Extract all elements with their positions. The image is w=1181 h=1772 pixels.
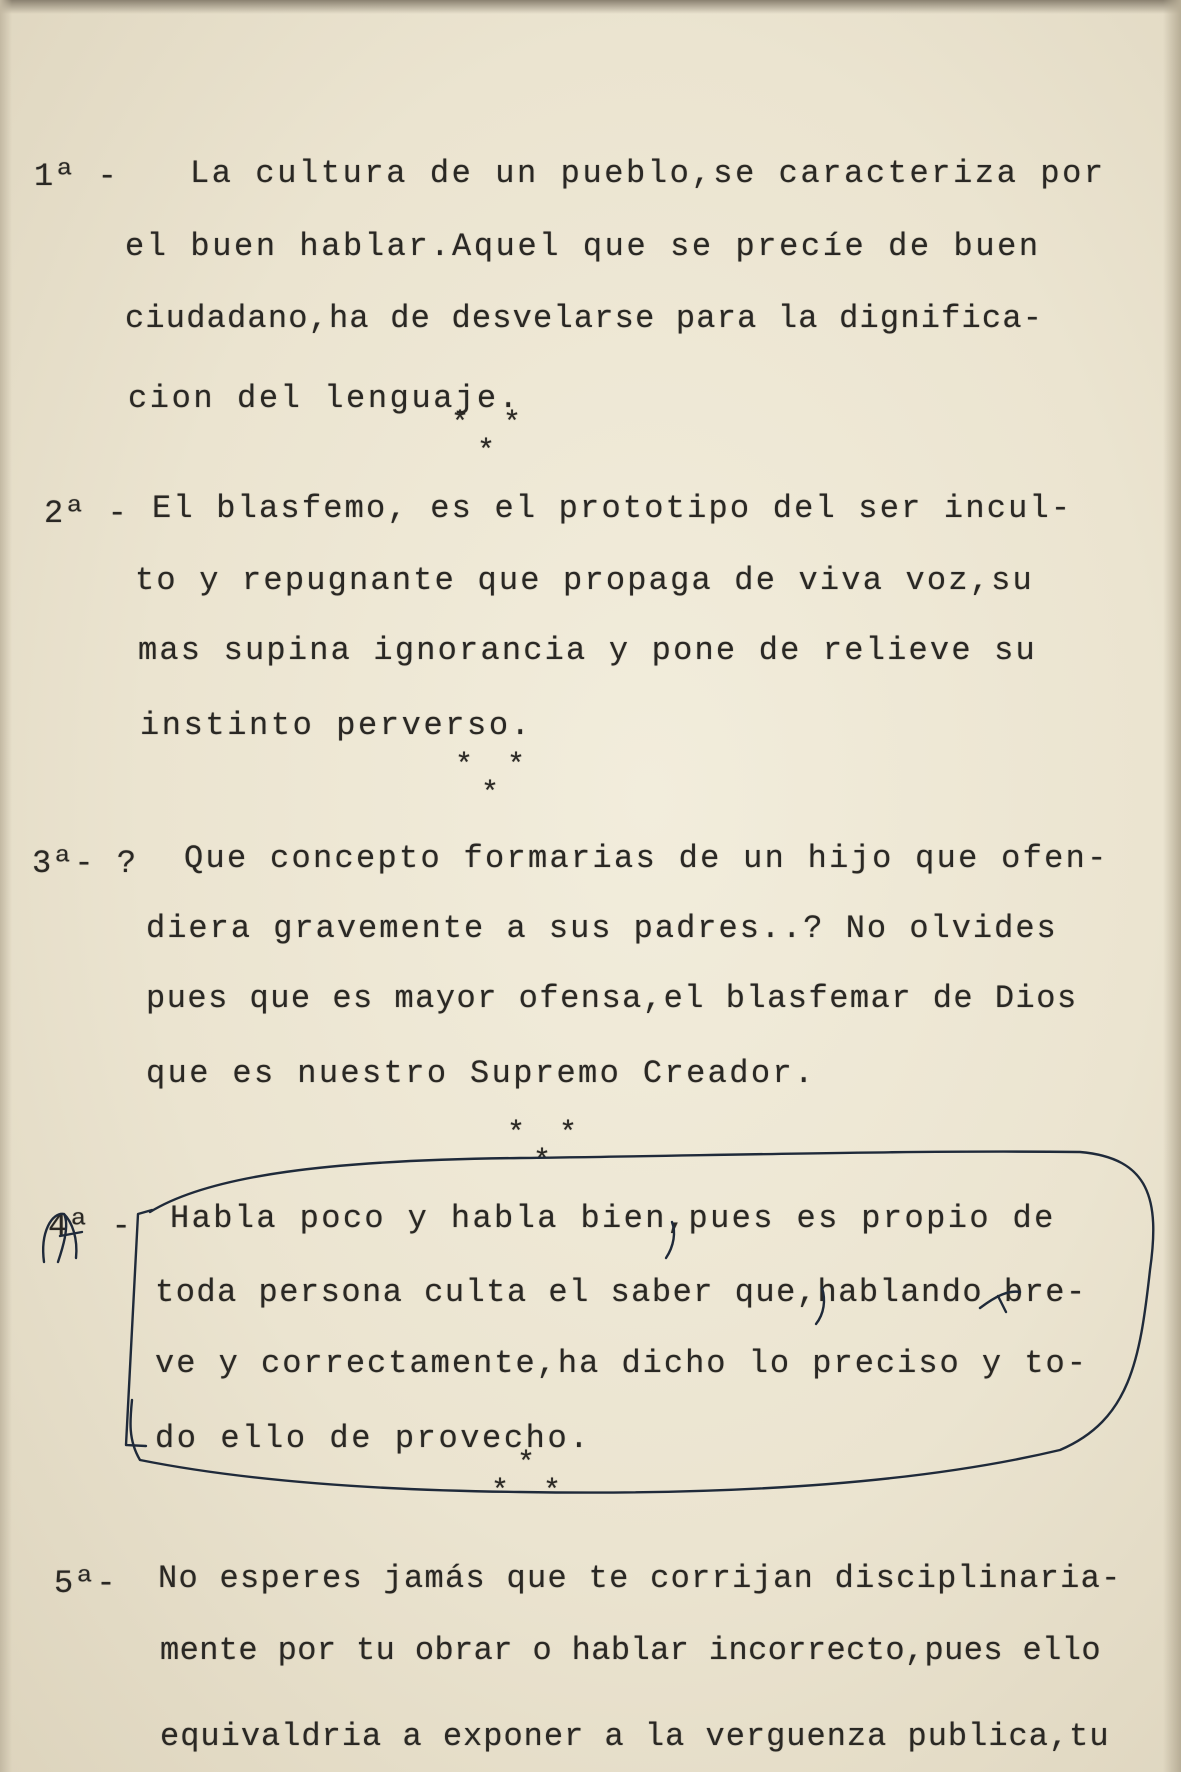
item-3-line-1: Que concepto formarias de un hijo que ofen- bbox=[184, 840, 1109, 877]
item-4-line-1: Habla poco y habla bien,pues es propio de bbox=[170, 1200, 1056, 1237]
separator-1-top: * * bbox=[450, 407, 529, 441]
ink-overwritten-number bbox=[43, 1214, 82, 1262]
item-1-line-2: el buen hablar.Aquel que se precíe de buen bbox=[125, 228, 1041, 265]
item-5-line-3: equivaldria a exponer a la verguenza publica,tu bbox=[160, 1718, 1110, 1755]
item-3-number: 3ª- ? bbox=[32, 845, 139, 882]
separator-3-top: * * bbox=[506, 1117, 585, 1151]
item-4-line-3: ve y correctamente,ha dicho lo preciso y to- bbox=[155, 1345, 1088, 1382]
separator-2-top: * * bbox=[454, 749, 533, 783]
item-2-line-2: to y repugnante que propaga de viva voz,su bbox=[135, 562, 1034, 599]
item-2-number: 2ª - bbox=[44, 495, 129, 532]
separator-1-bottom: * bbox=[476, 435, 503, 469]
item-1-line-1: La cultura de un pueblo,se caracteriza por bbox=[190, 155, 1106, 192]
item-1-line-3: ciudadano,ha de desvelarse para la dignifica- bbox=[125, 300, 1044, 337]
item-3-line-3: pues que es mayor ofensa,el blasfemar de Dios bbox=[146, 980, 1078, 1017]
item-3-line-4: que es nuestro Supremo Creador. bbox=[146, 1055, 816, 1092]
item-2-line-3: mas supina ignorancia y pone de relieve su bbox=[138, 632, 1037, 669]
item-4-line-4: do ello de provecho. bbox=[155, 1420, 592, 1457]
separator-4-top: * bbox=[516, 1447, 543, 1481]
separator-3-bottom: * bbox=[532, 1145, 559, 1179]
item-2-line-4: instinto perverso. bbox=[140, 707, 533, 744]
separator-4-bottom: * * bbox=[490, 1475, 569, 1509]
item-5-number: 5ª- bbox=[54, 1565, 118, 1602]
item-3-line-2: diera gravemente a sus padres..? No olvides bbox=[146, 910, 1058, 947]
ink-circle-around-item-4 bbox=[130, 1152, 1153, 1493]
item-4-line-2: toda persona culta el saber que,hablando bre- bbox=[155, 1274, 1087, 1311]
ink-comma-mark-1 bbox=[666, 1222, 674, 1258]
separator-2-bottom: * bbox=[480, 777, 507, 811]
item-1-number: 1ª - bbox=[34, 158, 119, 195]
item-2-line-1: El blasfemo, es el prototipo del ser incul- bbox=[152, 490, 1073, 527]
ink-comma-mark-2 bbox=[816, 1288, 824, 1324]
item-5-line-2: mente por tu obrar o hablar incorrecto,pues ello bbox=[160, 1632, 1101, 1669]
item-5-line-1: No esperes jamás que te corrijan disciplinaria- bbox=[158, 1560, 1122, 1597]
ink-insert-mark bbox=[980, 1292, 1020, 1312]
item-1-line-4: cion del lenguaje. bbox=[128, 380, 521, 417]
item-4-number: 4ª - bbox=[48, 1208, 133, 1245]
